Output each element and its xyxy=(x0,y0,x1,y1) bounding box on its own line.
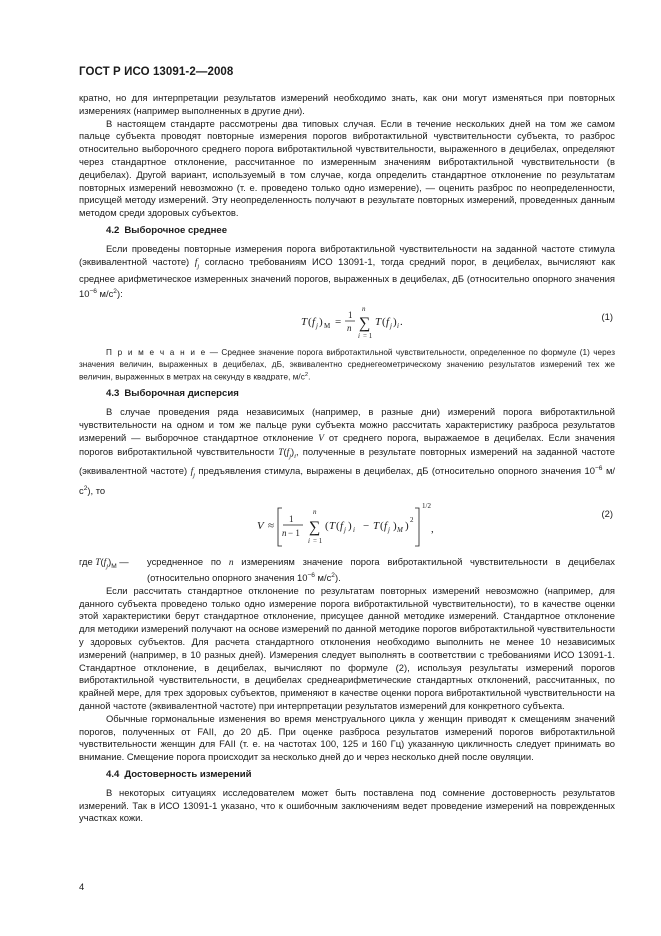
svg-text:n: n xyxy=(347,322,352,333)
svg-text:(: ( xyxy=(325,520,329,533)
svg-text:): ) xyxy=(348,520,352,533)
svg-text:f: f xyxy=(340,520,344,533)
svg-text:∑: ∑ xyxy=(359,314,371,332)
section-title: Достоверность измерений xyxy=(124,768,252,780)
section-number: 4.2 xyxy=(106,224,120,236)
svg-text:i: i xyxy=(353,526,355,535)
paragraph: В некоторых ситуациях исследователем может быть поставлена под сомнение достоверность результатов измерений. Так в ИСО 13091-1 указано, что к ошибочным заключениям ведет проведение измерений на поврежденных участках кожи. xyxy=(79,786,615,824)
note: П р и м е ч а н и е — Среднее значение порога вибротактильной чувствительности, определенное по формуле (1) через значения величин, выраженных в децибелах, дБ, эквивалентно среднегеометрическому значению результатов измерений тех же величин, выраженных в метрах на секунду в квадрате, $м/с^2$. xyxy=(79,347,615,382)
svg-text:=: = xyxy=(335,315,342,328)
equation-1 xyxy=(79,303,615,343)
svg-text:= 1: = 1 xyxy=(313,537,323,546)
section-heading-4-3 xyxy=(106,388,615,401)
page-content xyxy=(79,92,615,825)
svg-text:2: 2 xyxy=(410,516,414,525)
svg-text:1/2: 1/2 xyxy=(422,502,431,511)
svg-text:(: ( xyxy=(308,315,312,328)
equation-1-graphic xyxy=(79,303,615,343)
svg-text:n: n xyxy=(313,508,317,517)
svg-text:): ) xyxy=(393,315,397,328)
svg-text:= 1: = 1 xyxy=(363,331,373,340)
paragraph: Обычные гормональные изменения во время менструального цикла у женщин приводят к смещениям значений порогов, полученных от FAII, до 20 дБ. При оценке разброса результатов измерений порогов вибротактильной чувствительности женщин для FAII (т. е. на частотах 100, 125 и 160 Гц) указанную цикличность следует принимать во внимание. Смещение порога происходит за несколько дней до и через несколько дней после овуляции. xyxy=(79,712,615,763)
section-heading-4-4 xyxy=(106,769,615,782)
svg-text:j: j xyxy=(316,321,318,330)
section-number: 4.3 xyxy=(106,388,120,400)
svg-text:f: f xyxy=(312,315,316,328)
svg-text:T: T xyxy=(373,520,380,533)
page-header: ГОСТ Р ИСО 13091-2—2008 xyxy=(79,66,234,78)
svg-text:n: n xyxy=(362,304,366,313)
equation-number: (1) xyxy=(601,310,613,322)
paragraph: Если рассчитать стандартное отклонение по результатам повторных измерений невозможно (например, для данного субъекта проведено только одно измерение порога вибротактильной чувствительности), то в качестве оценки этой характеристики берут стандартное отклонение, присущее данной методике измерений. Стандартное отклонение для методики измерений получают на основе измерений по данной методике порогов вибротактильной чувствительности у здоровых субъектов. Для расчета стандартного отклонения необходимо выполнить не менее 10 независимых измерений (например, в 10 разных дней). Измерения следует выполнять в соответствии с требованиями ИСО 13091-1. Стандартное отклонение, в децибелах, вычисляют по формуле (2), используя результаты измерений порогов вибротактильной чувствительности, в децибелах среднеарифметические стандартных отклонений, рассчитанных, по крайней мере, для трех здоровых субъектов, применяют в качестве оценки порога вибротактильной чувствительности на данной частоте (эквивалентной частоте) при интерпретации результатов измерений для конкретного субъекта. xyxy=(79,584,615,711)
svg-text:V: V xyxy=(257,520,264,533)
svg-text:M: M xyxy=(324,321,331,330)
svg-text:): ) xyxy=(319,315,323,328)
svg-text:T: T xyxy=(301,315,308,328)
paragraph: Если проведены повторные измерения порога вибротактильной чувствительности на заданной частоте стимула (эквивалентной частоте) $f_j$ согласно требованиям ИСО 13091-1, тогда средний порог, в децибелах, вычисляют как среднее арифметическое измеренных значений порогов, выраженных в децибелах, дБ (относительно опорного значения $10^{-6}$ $м/с^2$): xyxy=(79,242,616,300)
equation-2-graphic xyxy=(79,500,615,552)
section-title: Выборочное среднее xyxy=(124,224,228,236)
svg-text:(: ( xyxy=(336,520,340,533)
svg-text:,: , xyxy=(431,523,434,536)
svg-text:i: i xyxy=(358,331,360,340)
svg-text:j: j xyxy=(388,526,390,535)
svg-text:.: . xyxy=(400,315,403,328)
svg-text:(: ( xyxy=(380,520,384,533)
svg-text:≈: ≈ xyxy=(268,520,275,533)
svg-text:j: j xyxy=(390,321,392,330)
where-clause: где $T(f_j)_M$ — усредненное по n измерениям значение порога вибротактильной чувствительности в децибелах (относительно опорного значения $10^{-6}$ $м/с^2$). xyxy=(79,556,615,583)
svg-text:∑: ∑ xyxy=(309,519,321,537)
svg-text:− 1: − 1 xyxy=(288,528,300,539)
svg-text:(: ( xyxy=(382,315,386,328)
svg-text:−: − xyxy=(363,520,370,533)
equation-2 xyxy=(79,500,615,552)
svg-text:T: T xyxy=(375,315,382,328)
svg-text:i: i xyxy=(308,537,310,546)
paragraph: В настоящем стандарте рассмотрены два типовых случая. Если в течение нескольких дней на том же самом пальце субъекта проводят повторные измерения порогов вибротактильной чувствительности субъекта, то разброс относительно выборочного среднего порога вибротактильной чувствительности, выраженного в децибелах, определяют через стандартное отклонение, рассчитанное по измеренным значениям вибротактильной чувствительности (в децибелах). Другой вариант, используемый в том случае, когда определить стандартное отклонение по результатам повторных измерений невозможно (т. е. проведено только одно измерение), — оценить разброс по неопределенности, присущей методу измерений. Эту неопределенность получают в результате повторных измерений, проведенных данным методом среди здоровых субъектов. xyxy=(79,117,615,219)
equation-number: (2) xyxy=(601,508,613,520)
svg-text:1: 1 xyxy=(289,514,294,525)
svg-text:): ) xyxy=(393,520,397,533)
svg-text:i: i xyxy=(397,321,399,330)
section-heading-4-2 xyxy=(106,225,615,238)
svg-text:f: f xyxy=(386,315,390,328)
svg-text:f: f xyxy=(384,520,388,533)
svg-text:n: n xyxy=(282,528,287,539)
svg-text:j: j xyxy=(344,526,346,535)
paragraph: В случае проведения ряда независимых (например, в разные дни) измерений порога вибротактильной чувствительности на одном и том же пальце руки субъекта можно рассчитать характеристику разброса результатов измерений — выборочное стандартное отклонение V от среднего порога, выражаемое в децибелах. Если значения порогов вибротактильной чувствительности $T(f_j)_i$, полученные в результате повторных измерений на заданной частоте (эквивалентной частоте) $f_j$ предъявления стимула, выражены в децибелах, дБ (относительно опорного значения $10^{-6}$ $м/с^2$), то xyxy=(79,406,615,497)
paragraph: кратно, но для интерпретации результатов измерений необходимо знать, как они могут изменяться при повторных измерениях (например выполненных в другие дни). xyxy=(79,92,615,116)
svg-text:T: T xyxy=(329,520,336,533)
section-number: 4.4 xyxy=(106,768,120,780)
svg-text:1: 1 xyxy=(348,309,353,320)
svg-text:M: M xyxy=(397,526,403,535)
section-title: Выборочная дисперсия xyxy=(124,388,239,400)
page-number: 4 xyxy=(79,881,85,892)
svg-text:): ) xyxy=(405,520,409,533)
